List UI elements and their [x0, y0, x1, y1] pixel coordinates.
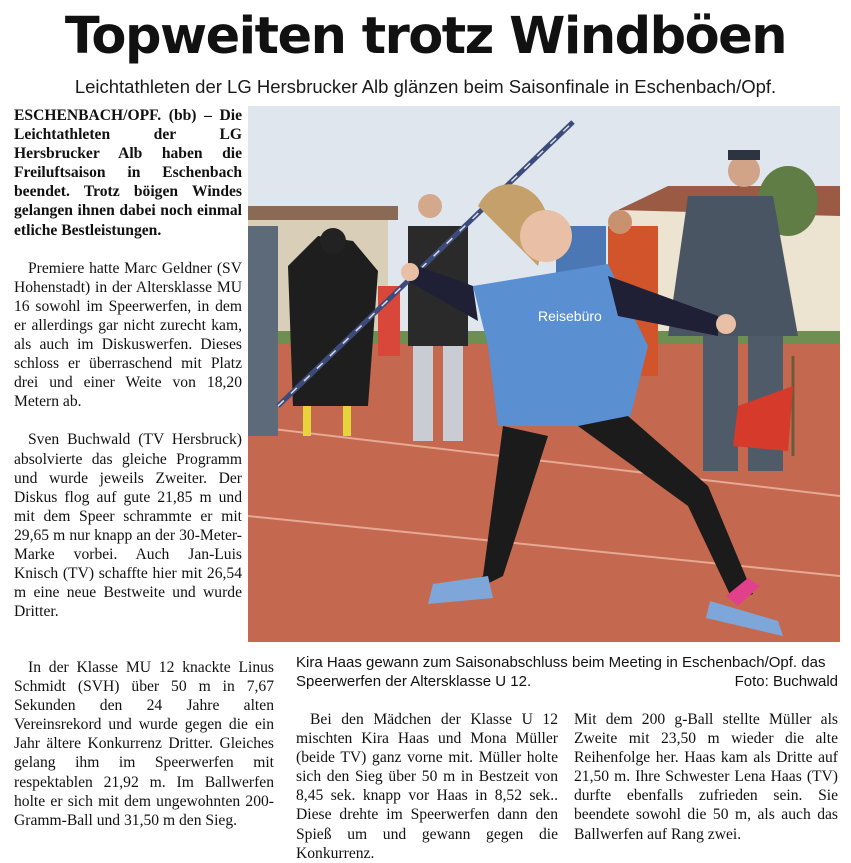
- headline: Topweiten trotz Windböen: [64, 7, 787, 66]
- paragraph-ballwerfen: Mit dem 200 g-Ball stellte Müller als Zweite mit 23,50 m wieder die alte Reihenfolge her. Haas kam als Dritte auf 21,50 m. Ihre Schwester Lena Haas (TV) durfte ebenfalls zufrieden sein. Sie beendete sowohl die 50 m, als auch das Ballwerfen auf Rang zwei.: [574, 711, 838, 843]
- photo-credit: Foto: Buchwald: [734, 673, 838, 690]
- caption-text: Kira Haas gewann zum Saisonabschluss beim Meeting in Eschenbach/Opf. das Speerwerfen der Altersklasse U 12.: [296, 654, 826, 690]
- lead-text: Die Leichtathleten der LG Hersbrucker Alb haben die Freiluftsaison in Eschenbach beendet. Trotz böigen Windes gelangen ihnen dabei noch einmal etliche Bestleistungen.: [14, 107, 243, 239]
- javelin-photo-illustration: [248, 106, 840, 642]
- subheadline: Leichtathleten der LG Hersbrucker Alb glänzen beim Saisonfinale in Eschenbach/Opf.: [74, 76, 777, 97]
- photo-caption: [296, 653, 838, 691]
- article-column-3: [574, 710, 838, 844]
- paragraph-schmidt: In der Klasse MU 12 knackte Linus Schmidt (SVH) über 50 m in 7,67 Sekunden den 24 Jahre alten Vereinsrekord und wurde gegen die ein Jahr ältere Konkurrenz Dritter. Gleiches gelang ihm im Speerwerfen mit respektablen 21,92 m. Im Ballwerfen holte er sich mit dem ungewohnten 200-Gramm-Ball und 31,50 m den Sieg.: [14, 659, 274, 829]
- article-column-2: [296, 710, 558, 863]
- lead-paragraph: [14, 106, 242, 240]
- paragraph-buchwald: Sven Buchwald (TV Hersbruck) absolvierte das gleiche Programm und wurde jeweils Zweiter. Der Diskus flog auf gute 21,85 m und mit dem Speer schrammte er mit 29,65 m nur knapp an der 30-Meter-Marke vorbei. Auch Jan-Luis Knisch (TV) schaffte hier mit 26,54 m eine neue Bestweite und wurde Dritter.: [14, 431, 242, 621]
- news-photo: [248, 106, 840, 642]
- article-column-1: [14, 106, 242, 621]
- shirt-text: Reisebüro: [538, 308, 602, 324]
- article-column-1-bottom: [14, 658, 274, 830]
- paragraph-geldner: Premiere hatte Marc Geldner (SV Hohenstadt) in der Altersklasse MU 16 sowohl im Speerwerfen, in dem er allerdings gar nicht zurecht kam, als auch im Diskuswerfen. Dieses schloss er überraschend mit Platz drei und einer Weite von 18,20 Metern ab.: [14, 259, 242, 411]
- dateline: ESCHENBACH/OPF. (bb) –: [14, 107, 212, 124]
- paragraph-maedchen: Bei den Mädchen der Klasse U 12 mischten Kira Haas und Mona Müller (beide TV) ganz vorne mit. Müller holte sich den Sieg über 50 m in Bestzeit von 8,45 sek. knapp vor Haas in 8,52 sek.. Diese drehte im Speerwerfen dann den Spieß um und gewann gegen die Konkurrenz.: [296, 711, 558, 862]
- girl-face: [520, 210, 572, 262]
